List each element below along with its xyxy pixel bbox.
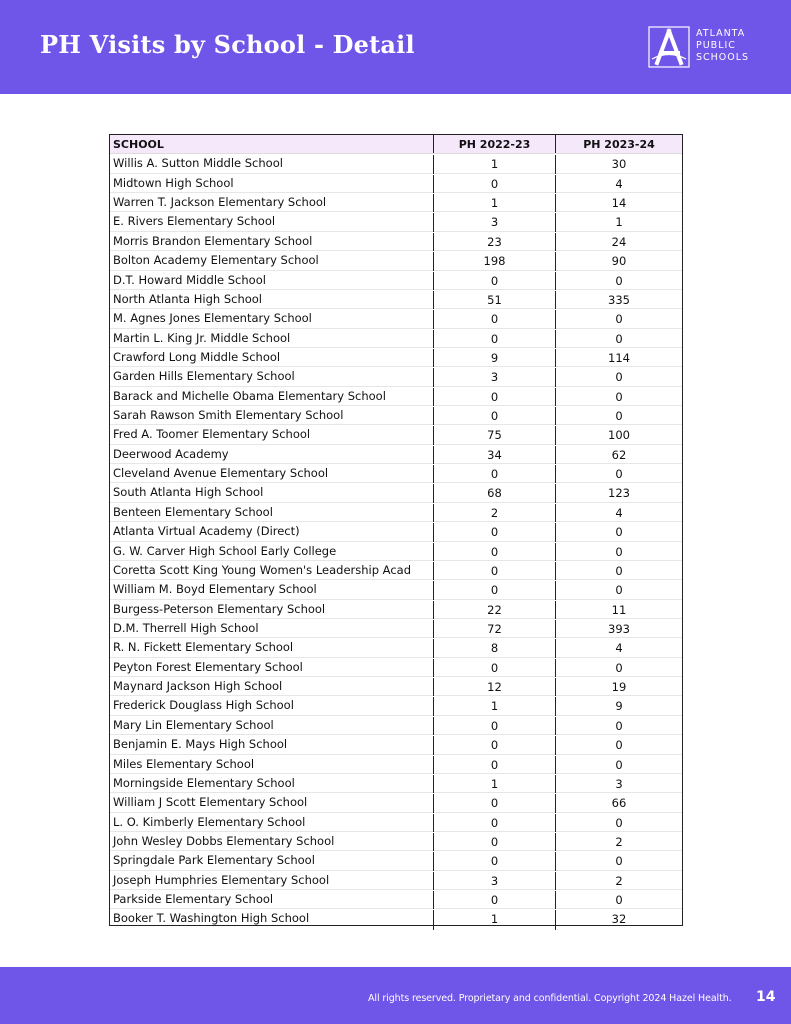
table-row	[110, 193, 682, 212]
ph-2022-23-cell: 3	[433, 368, 555, 386]
ph-2023-24-cell: 9	[555, 697, 682, 715]
ph-2022-23-cell: 3	[433, 213, 555, 231]
table-row	[110, 445, 682, 464]
ph-2022-23-cell: 75	[433, 426, 555, 444]
page-header	[0, 0, 791, 94]
ph-2023-24-cell: 100	[555, 426, 682, 444]
ph-2023-24-cell: 2	[555, 833, 682, 851]
table-row	[110, 813, 682, 832]
school-name-cell: Bolton Academy Elementary School	[113, 253, 319, 268]
school-name-cell: Springdale Park Elementary School	[113, 853, 315, 868]
ph-2022-23-cell: 22	[433, 601, 555, 619]
ph-2023-24-cell: 0	[555, 562, 682, 580]
ph-2023-24-cell: 0	[555, 814, 682, 832]
ph-2022-23-cell: 0	[433, 407, 555, 425]
school-name-cell: South Atlanta High School	[113, 485, 264, 500]
ph-2022-23-cell: 0	[433, 562, 555, 580]
table-row	[110, 696, 682, 715]
logo-line-1: ATLANTA	[696, 28, 746, 39]
ph-2022-23-cell: 1	[433, 194, 555, 212]
column-header-ph-2022-23: PH 2022-23	[433, 135, 555, 153]
school-name-cell: G. W. Carver High School Early College	[113, 543, 337, 558]
table-row	[110, 309, 682, 328]
school-name-cell: Coretta Scott King Young Women's Leadership Acad	[113, 562, 412, 577]
table-row	[110, 871, 682, 890]
school-name-cell: Midtown High School	[113, 175, 234, 190]
table-row	[110, 716, 682, 735]
ph-2022-23-cell: 0	[433, 659, 555, 677]
table-row	[110, 232, 682, 251]
page-number: 14	[756, 989, 776, 1005]
ph-2023-24-cell: 0	[555, 330, 682, 348]
column-header-school: SCHOOL	[113, 138, 164, 151]
school-name-cell: Burgess-Peterson Elementary School	[113, 601, 326, 616]
atlanta-public-schools-logo	[648, 26, 758, 68]
school-name-cell: D.T. Howard Middle School	[113, 272, 266, 287]
ph-2022-23-cell: 0	[433, 388, 555, 406]
table-row	[110, 174, 682, 193]
table-row	[110, 677, 682, 696]
ph-2023-24-cell: 4	[555, 639, 682, 657]
ph-2022-23-cell: 1	[433, 155, 555, 173]
ph-2023-24-cell: 123	[555, 484, 682, 502]
school-name-cell: M. Agnes Jones Elementary School	[113, 311, 312, 326]
school-name-cell: Martin L. King Jr. Middle School	[113, 330, 291, 345]
school-name-cell: Willis A. Sutton Middle School	[113, 156, 283, 171]
logo-wordmark	[696, 28, 758, 64]
table-row	[110, 154, 682, 173]
table-row	[110, 735, 682, 754]
ph-2022-23-cell: 0	[433, 814, 555, 832]
ph-2023-24-cell: 0	[555, 852, 682, 870]
table-row	[110, 793, 682, 812]
table-row	[110, 774, 682, 793]
ph-2022-23-cell: 72	[433, 620, 555, 638]
ph-2023-24-cell: 0	[555, 368, 682, 386]
school-name-cell: Benteen Elementary School	[113, 504, 273, 519]
ph-2023-24-cell: 335	[555, 291, 682, 309]
logo-line-2: PUBLIC	[696, 40, 736, 51]
ph-2022-23-cell: 1	[433, 697, 555, 715]
ph-2022-23-cell: 0	[433, 310, 555, 328]
ph-2022-23-cell: 0	[433, 330, 555, 348]
table-row	[110, 483, 682, 502]
logo-line-3: SCHOOLS	[696, 52, 750, 63]
table-header-row	[110, 135, 682, 154]
ph-2022-23-cell: 0	[433, 523, 555, 541]
school-name-cell: Deerwood Academy	[113, 446, 229, 461]
ph-2023-24-cell: 24	[555, 233, 682, 251]
ph-2022-23-cell: 23	[433, 233, 555, 251]
ph-2023-24-cell: 0	[555, 891, 682, 909]
school-name-cell: E. Rivers Elementary School	[113, 214, 276, 229]
school-name-cell: Mary Lin Elementary School	[113, 717, 274, 732]
table-row	[110, 425, 682, 444]
table-row	[110, 251, 682, 270]
school-name-cell: Peyton Forest Elementary School	[113, 659, 303, 674]
ph-2022-23-cell: 0	[433, 833, 555, 851]
page-footer	[0, 967, 791, 1024]
ph-2023-24-cell: 19	[555, 678, 682, 696]
ph-2023-24-cell: 0	[555, 736, 682, 754]
aps-logo-icon	[648, 26, 690, 68]
ph-2022-23-cell: 0	[433, 581, 555, 599]
ph-2023-24-cell: 0	[555, 659, 682, 677]
table-row	[110, 522, 682, 541]
ph-2022-23-cell: 0	[433, 465, 555, 483]
table-row	[110, 619, 682, 638]
ph-2023-24-cell: 114	[555, 349, 682, 367]
ph-2022-23-cell: 0	[433, 794, 555, 812]
school-name-cell: William J Scott Elementary School	[113, 795, 308, 810]
table-row	[110, 851, 682, 870]
school-name-cell: Maynard Jackson High School	[113, 679, 283, 694]
ph-2023-24-cell: 0	[555, 465, 682, 483]
school-name-cell: Fred A. Toomer Elementary School	[113, 427, 311, 442]
ph-2022-23-cell: 0	[433, 272, 555, 290]
school-name-cell: Frederick Douglass High School	[113, 698, 294, 713]
ph-2022-23-cell: 0	[433, 717, 555, 735]
ph-2022-23-cell: 0	[433, 736, 555, 754]
school-name-cell: Booker T. Washington High School	[113, 911, 310, 926]
table-row	[110, 580, 682, 599]
ph-2023-24-cell: 3	[555, 775, 682, 793]
ph-2023-24-cell: 0	[555, 310, 682, 328]
ph-2023-24-cell: 0	[555, 272, 682, 290]
school-name-cell: D.M. Therrell High School	[113, 620, 259, 635]
school-name-cell: Miles Elementary School	[113, 756, 255, 771]
school-name-cell: Barack and Michelle Obama Elementary School	[113, 388, 386, 403]
school-name-cell: John Wesley Dobbs Elementary School	[113, 833, 335, 848]
table-row	[110, 909, 682, 928]
table-row	[110, 329, 682, 348]
table-row	[110, 638, 682, 657]
ph-2023-24-cell: 0	[555, 523, 682, 541]
table-row	[110, 367, 682, 386]
table-row	[110, 600, 682, 619]
table-row	[110, 832, 682, 851]
school-name-cell: Sarah Rawson Smith Elementary School	[113, 408, 344, 423]
school-name-cell: Crawford Long Middle School	[113, 349, 281, 364]
school-name-cell: Garden Hills Elementary School	[113, 369, 295, 384]
school-name-cell: R. N. Fickett Elementary School	[113, 640, 294, 655]
ph-2022-23-cell: 3	[433, 872, 555, 890]
school-name-cell: Morningside Elementary School	[113, 775, 295, 790]
ph-2022-23-cell: 8	[433, 639, 555, 657]
ph-2022-23-cell: 12	[433, 678, 555, 696]
table-row	[110, 542, 682, 561]
ph-2023-24-cell: 1	[555, 213, 682, 231]
ph-2023-24-cell: 0	[555, 543, 682, 561]
ph-2023-24-cell: 90	[555, 252, 682, 270]
ph-2022-23-cell: 0	[433, 852, 555, 870]
ph-2023-24-cell: 30	[555, 155, 682, 173]
ph-2023-24-cell: 2	[555, 872, 682, 890]
ph-2022-23-cell: 2	[433, 504, 555, 522]
ph-2022-23-cell: 0	[433, 175, 555, 193]
copyright-notice: All rights reserved. Proprietary and confidential. Copyright 2024 Hazel Health.	[368, 993, 732, 1004]
ph-2023-24-cell: 0	[555, 756, 682, 774]
school-name-cell: Joseph Humphries Elementary School	[113, 872, 330, 887]
ph-2022-23-cell: 68	[433, 484, 555, 502]
table-row	[110, 271, 682, 290]
ph-2022-23-cell: 0	[433, 891, 555, 909]
ph-2023-24-cell: 14	[555, 194, 682, 212]
school-name-cell: William M. Boyd Elementary School	[113, 582, 317, 597]
ph-2022-23-cell: 34	[433, 446, 555, 464]
school-name-cell: Atlanta Virtual Academy (Direct)	[113, 524, 300, 539]
ph-2023-24-cell: 4	[555, 175, 682, 193]
ph-2022-23-cell: 1	[433, 775, 555, 793]
ph-2022-23-cell: 51	[433, 291, 555, 309]
ph-2023-24-cell: 62	[555, 446, 682, 464]
table-row	[110, 387, 682, 406]
ph-2023-24-cell: 66	[555, 794, 682, 812]
ph-2023-24-cell: 0	[555, 717, 682, 735]
ph-2023-24-cell: 11	[555, 601, 682, 619]
school-name-cell: Warren T. Jackson Elementary School	[113, 195, 327, 210]
table-row	[110, 290, 682, 309]
table-row	[110, 561, 682, 580]
ph-2023-24-cell: 4	[555, 504, 682, 522]
table-row	[110, 503, 682, 522]
ph-2023-24-cell: 0	[555, 407, 682, 425]
ph-visits-table	[109, 134, 683, 926]
table-row	[110, 464, 682, 483]
ph-2022-23-cell: 9	[433, 349, 555, 367]
table-row	[110, 348, 682, 367]
ph-2023-24-cell: 393	[555, 620, 682, 638]
ph-2022-23-cell: 0	[433, 756, 555, 774]
ph-2022-23-cell: 0	[433, 543, 555, 561]
ph-2022-23-cell: 1	[433, 910, 555, 929]
table-row	[110, 755, 682, 774]
school-name-cell: North Atlanta High School	[113, 291, 263, 306]
school-name-cell: Parkside Elementary School	[113, 892, 274, 907]
school-name-cell: L. O. Kimberly Elementary School	[113, 814, 306, 829]
school-name-cell: Benjamin E. Mays High School	[113, 737, 288, 752]
ph-2023-24-cell: 0	[555, 388, 682, 406]
ph-2023-24-cell: 0	[555, 581, 682, 599]
table-row	[110, 212, 682, 231]
ph-2023-24-cell: 32	[555, 910, 682, 929]
table-row	[110, 406, 682, 425]
school-name-cell: Morris Brandon Elementary School	[113, 233, 313, 248]
table-row	[110, 658, 682, 677]
page-title: PH Visits by School - Detail	[40, 30, 415, 59]
column-header-ph-2023-24: PH 2023-24	[555, 135, 682, 153]
ph-2022-23-cell: 198	[433, 252, 555, 270]
table-row	[110, 890, 682, 909]
school-name-cell: Cleveland Avenue Elementary School	[113, 466, 329, 481]
